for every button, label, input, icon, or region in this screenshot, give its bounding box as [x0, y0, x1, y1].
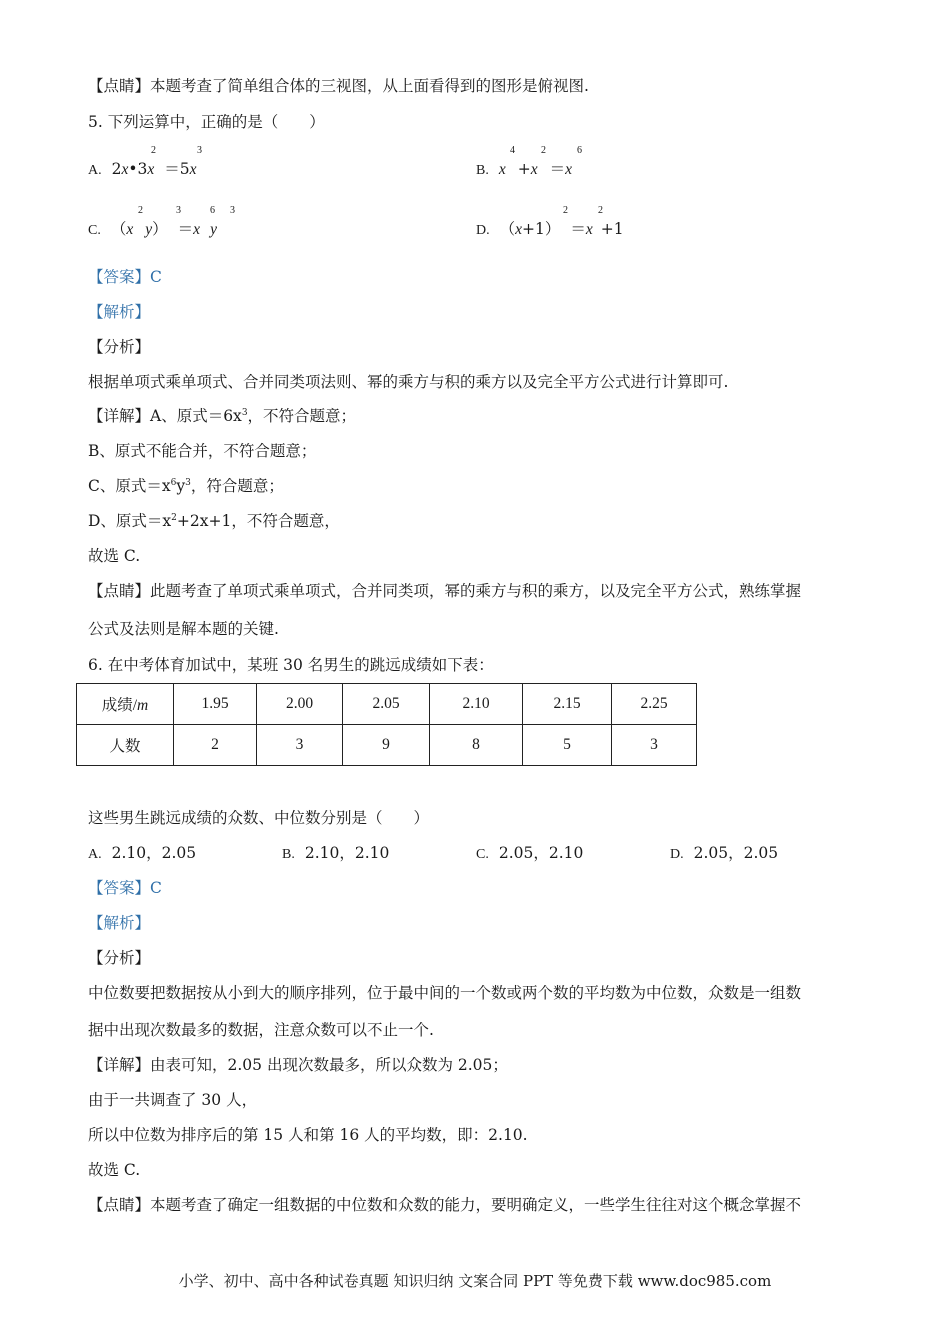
score-cell: 2.25	[612, 684, 697, 725]
q5-c-exponent-1: 2	[138, 205, 143, 216]
q5-c-exponent-3: 6	[210, 205, 215, 216]
xiangjie-6-line3: 所以中位数为排序后的第 15 人和第 16 人的平均数，即：2.10.	[88, 1126, 528, 1144]
q5-b-exponent-2: 2	[541, 145, 546, 156]
dianjing-6: 【点睛】本题考查了确定一组数据的中位数和众数的能力，要明确定义，一些学生往往对这个概念掌握不	[88, 1196, 802, 1214]
xiangjie-6-line2: 由于一共调查了 30 人，	[88, 1091, 258, 1109]
q5-d-exponent-1: 2	[563, 205, 568, 216]
fenxi-6-line2: 据中出现次数最多的数据，注意众数可以不止一个.	[88, 1021, 434, 1039]
guxuan-5: 故选 C.	[88, 547, 141, 565]
answer-label-5: 【答案】C	[88, 268, 162, 286]
q5-option-b: B. x +x ＝x	[476, 160, 573, 178]
dianjing-5-line1: 【点睛】此题考查了单项式乘单项式，合并同类项，幂的乘方与积的乘方，以及完全平方公式，熟练掌握	[88, 582, 802, 600]
count-label-cell: 人数	[77, 725, 174, 766]
question-5: 5. 下列运算中，正确的是（ ）	[88, 113, 325, 131]
score-cell: 2.00	[257, 684, 343, 725]
q5-c-exponent-4: 3	[230, 205, 235, 216]
guxuan-6: 故选 C.	[88, 1161, 141, 1179]
q6-option-a: A. 2.10，2.05	[88, 844, 197, 862]
fenxi-label-5: 【分析】	[88, 338, 151, 356]
table-row-counts	[77, 725, 697, 766]
q5-option-d: D. （x+1） ＝x +1	[476, 220, 624, 238]
xiangjie-5-c: C、原式$=x^6y^3$，符合题意；	[88, 477, 284, 495]
score-cell: 2.10	[430, 684, 523, 725]
table-row-scores	[77, 684, 697, 725]
q6-option-b: B. 2.10，2.10	[282, 844, 390, 862]
xiangjie-5-a: 【详解】A、原式$=6x^3$，不符合题意；	[88, 407, 357, 425]
page-footer: 小学、初中、高中各种试卷真题 知识归纳 文案合同 PPT 等免费下载 www.doc985.com	[178, 1272, 772, 1290]
xiangjie-6-line1: 【详解】由表可知，2.05 出现次数最多，所以众数为 2.05；	[88, 1056, 508, 1074]
q5-c-exponent-2: 3	[176, 205, 181, 216]
q5-b-exponent-1: 4	[510, 145, 515, 156]
count-cell: 9	[343, 725, 430, 766]
count-cell: 2	[174, 725, 257, 766]
q5-d-exponent-2: 2	[598, 205, 603, 216]
xiangjie-5-b: B、原式不能合并，不符合题意；	[88, 442, 317, 460]
count-cell: 3	[612, 725, 697, 766]
count-cell: 3	[257, 725, 343, 766]
q6-option-c: C. 2.05，2.10	[476, 844, 584, 862]
jiexi-label-6: 【解析】	[88, 914, 151, 932]
q5-option-a: A. 2x•3x ＝5x	[88, 160, 197, 178]
q5-a-exponent-2: 3	[197, 145, 202, 156]
q6-option-d: D. 2.05，2.05	[670, 844, 779, 862]
xiangjie-5-d: D、原式$=x^2+2x+1$，不符合题意，	[88, 512, 340, 530]
jiexi-label-5: 【解析】	[88, 303, 151, 321]
dianjing-prev: 【点睛】本题考查了简单组合体的三视图，从上面看得到的图形是俯视图.	[88, 77, 589, 95]
score-cell: 2.15	[523, 684, 612, 725]
dianjing-5-line2: 公式及法则是解本题的关键.	[88, 620, 279, 638]
q5-a-exponent-1: 2	[151, 145, 156, 156]
count-cell: 8	[430, 725, 523, 766]
q5-option-c: C. （x y） ＝x y	[88, 220, 217, 238]
score-table	[76, 683, 697, 766]
question-6: 6. 在中考体育加试中，某班 30 名男生的跳远成绩如下表：	[88, 656, 494, 674]
answer-label-6: 【答案】C	[88, 879, 162, 897]
score-cell: 1.95	[174, 684, 257, 725]
fenxi-text-5: 根据单项式乘单项式、合并同类项法则、幂的乘方与积的乘方以及完全平方公式进行计算即可.	[88, 373, 729, 391]
fenxi-label-6: 【分析】	[88, 949, 151, 967]
q5-b-exponent-3: 6	[577, 145, 582, 156]
count-cell: 5	[523, 725, 612, 766]
fenxi-6-line1: 中位数要把数据按从小到大的顺序排列，位于最中间的一个数或两个数的平均数为中位数，众数是一组数	[88, 984, 802, 1002]
question-6-ask: 这些男生跳远成绩的众数、中位数分别是（ ）	[88, 809, 430, 827]
header-label-cell: 成绩/m	[77, 684, 174, 725]
score-cell: 2.05	[343, 684, 430, 725]
